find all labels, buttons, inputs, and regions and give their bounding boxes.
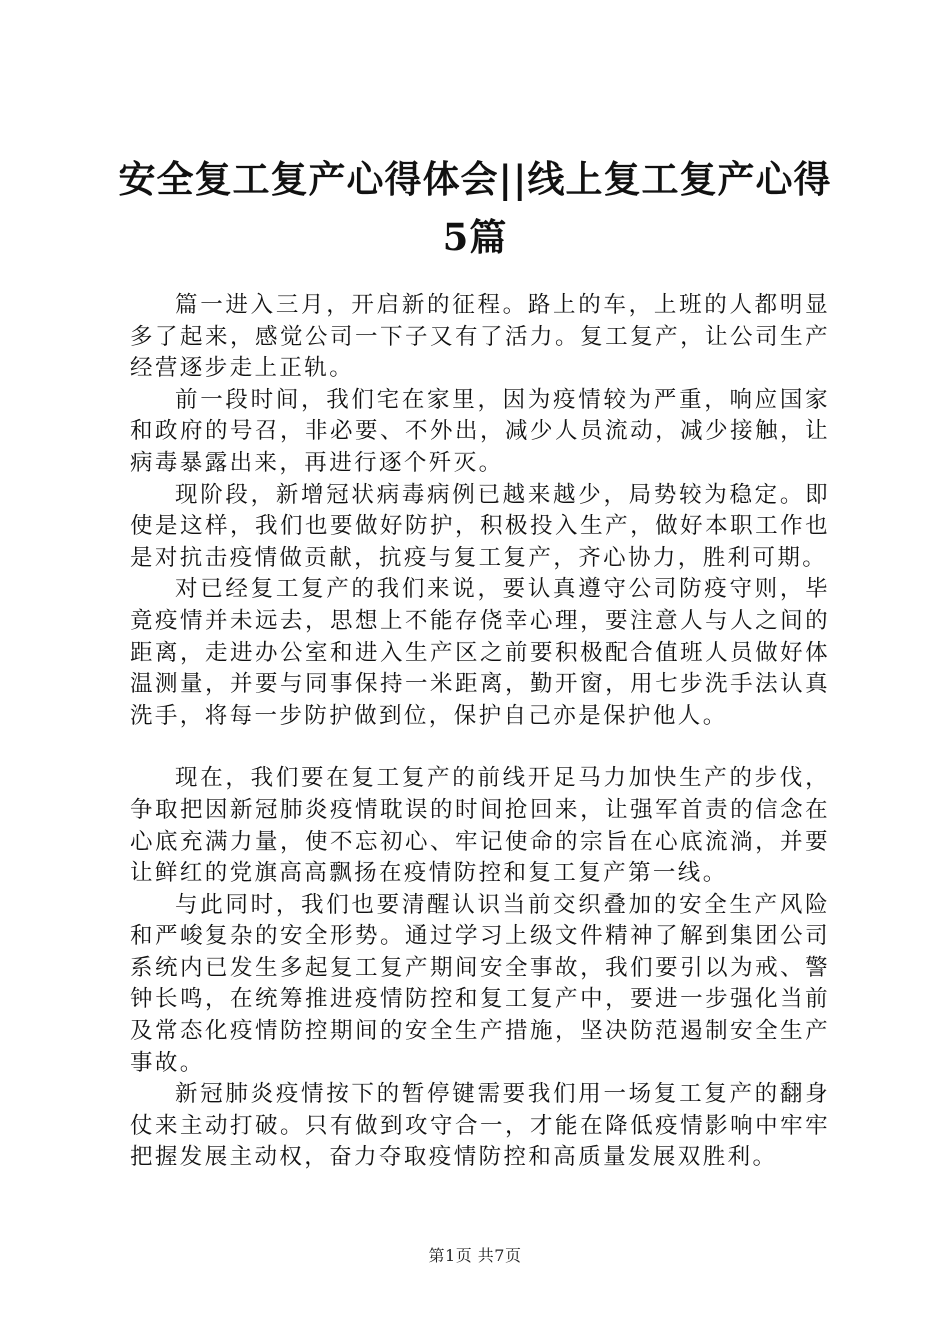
paragraph-2: 前一段时间，我们宅在家里，因为疫情较为严重，响应国家和政府的号召，非必要、不外出，减少人员流动，减少接触，让病毒暴露出来，再进行逐个歼灭。 [130,386,830,476]
paragraph-6: 与此同时，我们也要清醒认识当前交织叠加的安全生产风险和严峻复杂的安全形势。通过学习上级文件精神了解到集团公司系统内已发生多起复工复产期间安全事故，我们要引以为戒、警钟长鸣，在统筹推进疫情防控和复工复产中，要进一步强化当前及常态化疫情防控期间的安全生产措施，坚决防范遏制安全生产事故。 [130,891,830,1076]
paragraph-3: 现阶段，新增冠状病毒病例已越来越少，局势较为稳定。即使是这样，我们也要做好防护，积极投入生产，做好本职工作也是对抗击疫情做贡献，抗疫与复工复产，齐心协力，胜利可期。 [130,481,830,571]
paragraph-4: 对已经复工复产的我们来说，要认真遵守公司防疫守则，毕竟疫情并未远去，思想上不能存侥幸心理，要注意人与人之间的距离，走进办公室和进入生产区之前要积极配合值班人员做好体温测量，并要与同事保持一米距离，勤开窗，用七步洗手法认真洗手，将每一步防护做到位，保护自己亦是保护他人。 [130,576,830,729]
document-body [130,290,830,1174]
paragraph-5: 现在，我们要在复工复产的前线开足马力加快生产的步伐，争取把因新冠肺炎疫情耽误的时间抢回来，让强军首责的信念在心底充满力量，使不忘初心、牢记使命的宗旨在心底流淌，并要让鲜红的党旗高高飘扬在疫情防控和复工复产第一线。 [130,765,830,887]
document-title: 安全复工复产心得体会||线上复工复产心得5篇 [118,157,832,259]
paragraph-7: 新冠肺炎疫情按下的暂停键需要我们用一场复工复产的翻身仗来主动打破。只有做到攻守合一，才能在降低疫情影响中牢牢把握发展主动权，奋力夺取疫情防控和高质量发展双胜利。 [130,1081,830,1171]
paragraph-1: 篇一进入三月，开启新的征程。路上的车，上班的人都明显多了起来，感觉公司一下子又有了活力。复工复产，让公司生产经营逐步走上正轨。 [130,292,830,382]
page-number-footer: 第1页 共7页 [428,1246,522,1265]
